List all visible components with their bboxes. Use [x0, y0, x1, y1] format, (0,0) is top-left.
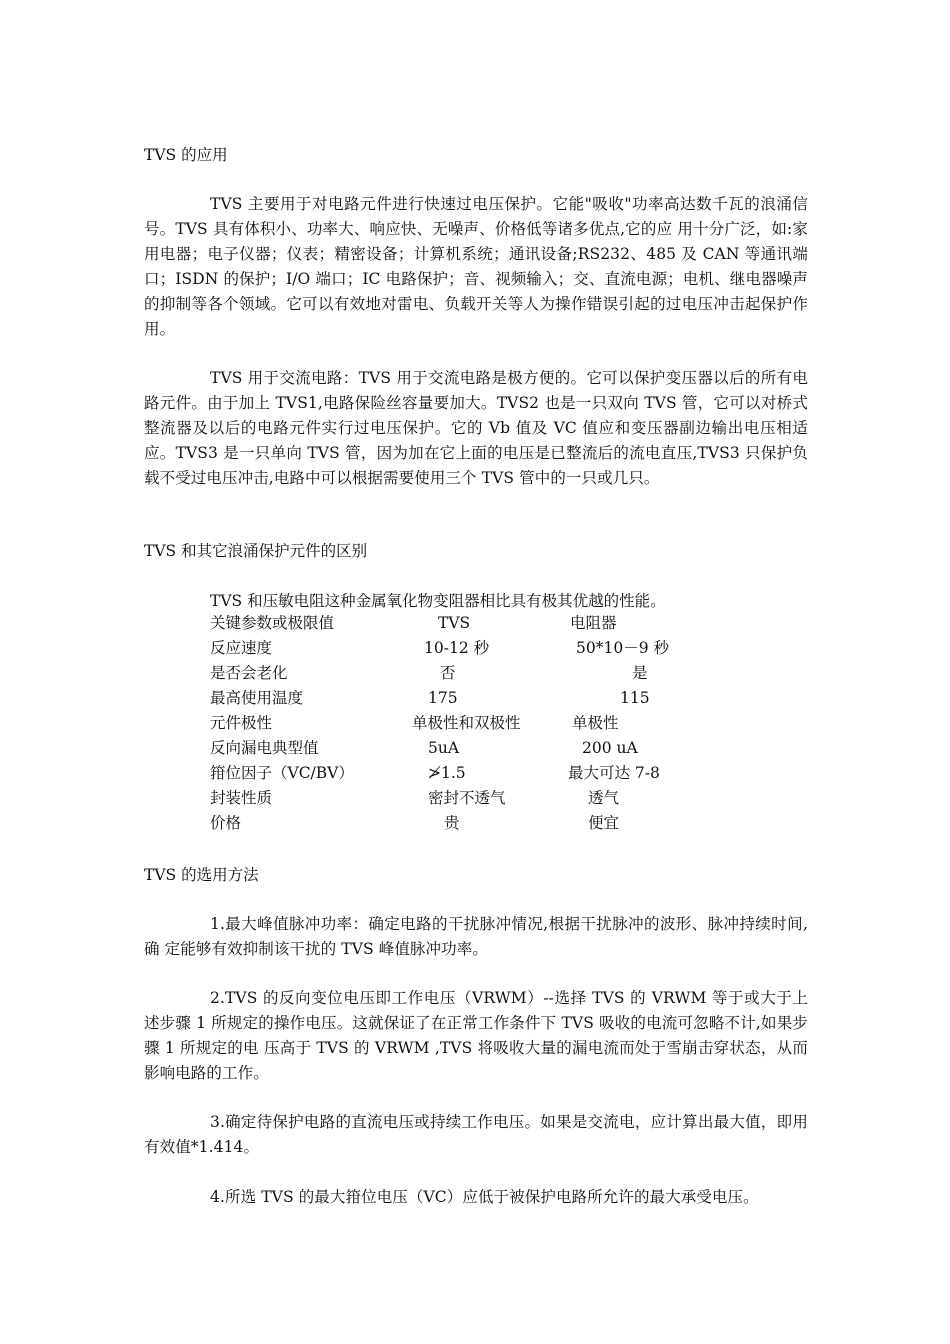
selection-step-4: 4.所选 TVS 的最大箝位电压（VC）应低于被保护电路所允许的最大承受电压。: [210, 1188, 759, 1206]
comparison-resistor-value: 115: [620, 689, 650, 707]
comparison-resistor-value: 单极性: [572, 714, 619, 732]
section-heading-applications: TVS 的应用: [144, 146, 228, 164]
comparison-tvs-value: 5uA: [428, 739, 460, 757]
comparison-header-tvs: TVS: [438, 614, 471, 632]
comparison-tvs-value: 10-12 秒: [424, 639, 490, 657]
comparison-param: 箝位因子（VC/BV）: [210, 764, 354, 782]
comparison-param: 是否会老化: [210, 664, 288, 682]
comparison-row: [210, 787, 770, 812]
comparison-row: [210, 812, 770, 837]
comparison-resistor-value: 是: [632, 664, 648, 682]
comparison-row: [210, 637, 770, 662]
comparison-tvs-value: 否: [440, 664, 456, 682]
section-heading-difference: TVS 和其它浪涌保护元件的区别: [144, 542, 368, 560]
comparison-param: 反应速度: [210, 639, 273, 657]
comparison-tvs-value: 175: [428, 689, 458, 707]
comparison-table: [210, 612, 770, 837]
selection-step-3: 3.确定待保护电路的直流电压或持续工作电压。如果是交流电，应计算出最大值，即用有效值*1.414。: [144, 1113, 808, 1156]
comparison-row: [210, 687, 770, 712]
comparison-header-param: 关键参数或极限值: [210, 614, 335, 632]
paragraph-applications-1: TVS 主要用于对电路元件进行快速过电压保护。它能"吸收"功率高达数千瓦的浪涌信号。TVS 具有体积小、功率大、响应快、无噪声、价格低等诸多优点,它的应 用十分广泛，如:家用电器；电子仪器；仪表；精密设备；计算机系统；通讯设备;RS232、485 及 CAN 等通讯端口；ISDN 的保护；I/O 端口；IC 电路保护；音、视频输入；交、直流电源；电机、继电器噪声的抑制等各个领域。它可以有效地对雷电、负载开关等人为操作错误引起的过电压冲击起保护作用。: [144, 195, 808, 338]
comparison-tvs-value: 密封不透气: [428, 789, 506, 807]
comparison-param: 元件极性: [210, 714, 273, 732]
comparison-header-resistor: 电阻器: [570, 614, 617, 632]
comparison-row: [210, 712, 770, 737]
comparison-param: 反向漏电典型值: [210, 739, 319, 757]
comparison-resistor-value: 便宜: [588, 814, 620, 832]
comparison-resistor-value: 最大可达 7-8: [568, 764, 660, 782]
comparison-resistor-value: 透气: [588, 789, 620, 807]
comparison-resistor-value: 50*10－9 秒: [576, 639, 669, 657]
section-heading-selection: TVS 的选用方法: [144, 866, 259, 884]
comparison-param: 最高使用温度: [210, 689, 304, 707]
comparison-tvs-value: 单极性和双极性: [412, 714, 521, 732]
comparison-param: 封装性质: [210, 789, 273, 807]
selection-step-2: 2.TVS 的反向变位电压即工作电压（VRWM）--选择 TVS 的 VRWM 等于或大于上述步骤 1 所规定的操作电压。这就保证了在正常工作条件下 TVS 吸收的电流可忽略不计,如果步骤 1 所规定的电 压高于 TVS 的 VRWM ,TVS 将吸收大量的漏电流而处于雪崩击穿状态，从而影响电路的工作。: [144, 989, 808, 1082]
comparison-row: [210, 762, 770, 787]
comparison-intro: TVS 和压敏电阻这种金属氧化物变阻器相比具有极其优越的性能。: [210, 592, 666, 610]
comparison-header-row: [210, 612, 770, 637]
comparison-resistor-value: 200 uA: [582, 739, 638, 757]
selection-step-1: 1.最大峰值脉冲功率：确定电路的干扰脉冲情况,根据干扰脉冲的波形、脉冲持续时间,确 定能够有效抑制该干扰的 TVS 峰值脉冲功率。: [144, 915, 808, 958]
comparison-tvs-value: 贵: [444, 814, 460, 832]
comparison-param: 价格: [210, 814, 242, 832]
paragraph-applications-2: TVS 用于交流电路：TVS 用于交流电路是极方便的。它可以保护变压器以后的所有电路元件。由于加上 TVS1,电路保险丝容量要加大。TVS2 也是一只双向 TVS 管，它可以对桥式整流器及以后的电路元件实行过电压保护。它的 Vb 值及 VC 值应和变压器副边输出电压相适应。TVS3 是一只单向 TVS 管，因为加在它上面的电压是已整流后的流电直压,TVS3 只保护负载不受过电压冲击,电路中可以根据需要使用三个 TVS 管中的一只或几只。: [144, 369, 808, 487]
comparison-row: [210, 662, 770, 687]
comparison-row: [210, 737, 770, 762]
comparison-tvs-value: ≯1.5: [428, 764, 466, 782]
